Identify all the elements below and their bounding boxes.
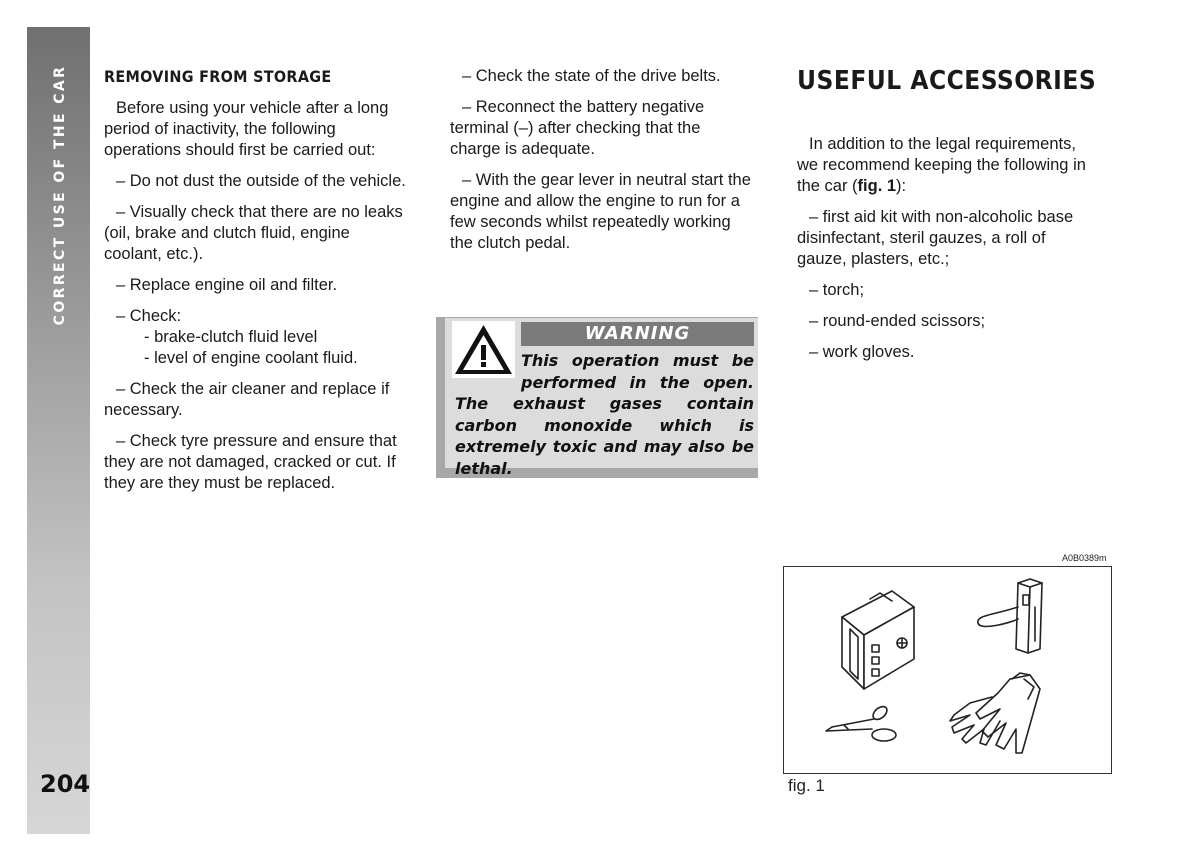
list-item: – first aid kit with non-alcoholic base disinfectant, steril gauzes, a roll of gauze, plasters, etc.;: [797, 208, 1074, 268]
column-storage: [104, 66, 406, 504]
torch-icon: [978, 579, 1042, 653]
figure-reference: fig. 1: [857, 177, 897, 195]
column-accessories: [797, 66, 1099, 373]
page-number: 204: [40, 770, 91, 798]
list-item: – Replace engine oil and filter.: [116, 276, 338, 294]
list-item: – work gloves.: [809, 343, 915, 361]
intro-text-end: ):: [896, 177, 907, 195]
warning-text: [455, 350, 754, 479]
list-item: – Reconnect the battery negative terminal (–) after checking that the charge is adequate.: [450, 98, 705, 158]
check-label: – Check:: [116, 307, 182, 325]
warning-label: WARNING: [521, 322, 754, 346]
figure-accessories: [783, 566, 1112, 774]
list-item: – torch;: [809, 281, 865, 299]
column-storage-continued: [450, 66, 753, 264]
list-item: – round-ended scissors;: [809, 312, 986, 330]
warning-message: This operation must be performed in the open. The exhaust gases contain carbon monoxide which is extremely toxic and may also be lethal.: [455, 351, 754, 478]
first-aid-kit-icon: [842, 591, 914, 689]
section-title: CORRECT USE OF THE CAR: [52, 64, 68, 326]
figure-caption: fig. 1: [788, 776, 825, 795]
heading-useful-accessories: USEFUL ACCESSORIES: [797, 66, 1097, 96]
check-sub-item: - brake-clutch fluid level: [144, 328, 318, 346]
heading-removing-from-storage: REMOVING FROM STORAGE: [104, 67, 332, 86]
list-item: – Do not dust the outside of the vehicle.: [116, 172, 406, 190]
check-sub-item: - level of engine coolant fluid.: [144, 349, 358, 367]
list-item: – With the gear lever in neutral start the engine and allow the engine to run for a few seconds whilst repeatedly working the clutch pedal.: [450, 171, 751, 252]
work-gloves-icon: [950, 673, 1040, 753]
figure-code: A0B0389m: [1062, 553, 1107, 563]
list-item-check: [104, 306, 406, 369]
list-item: – Check the air cleaner and replace if necessary.: [104, 380, 390, 419]
paragraph-intro: [797, 134, 1099, 197]
list-item: – Check tyre pressure and ensure that they are not damaged, cracked or cut. If they are they must be replaced.: [104, 432, 397, 492]
paragraph-intro: Before using your vehicle after a long period of inactivity, the following operations should first be carried out:: [104, 99, 389, 159]
list-item: – Visually check that there are no leaks (oil, brake and clutch fluid, engine coolant, etc.).: [104, 203, 403, 263]
intro-text: In addition to the legal requirements, we recommend keeping the following in the car (: [797, 135, 1086, 195]
list-item: – Check the state of the drive belts.: [462, 67, 721, 85]
scissors-icon: [826, 704, 896, 741]
